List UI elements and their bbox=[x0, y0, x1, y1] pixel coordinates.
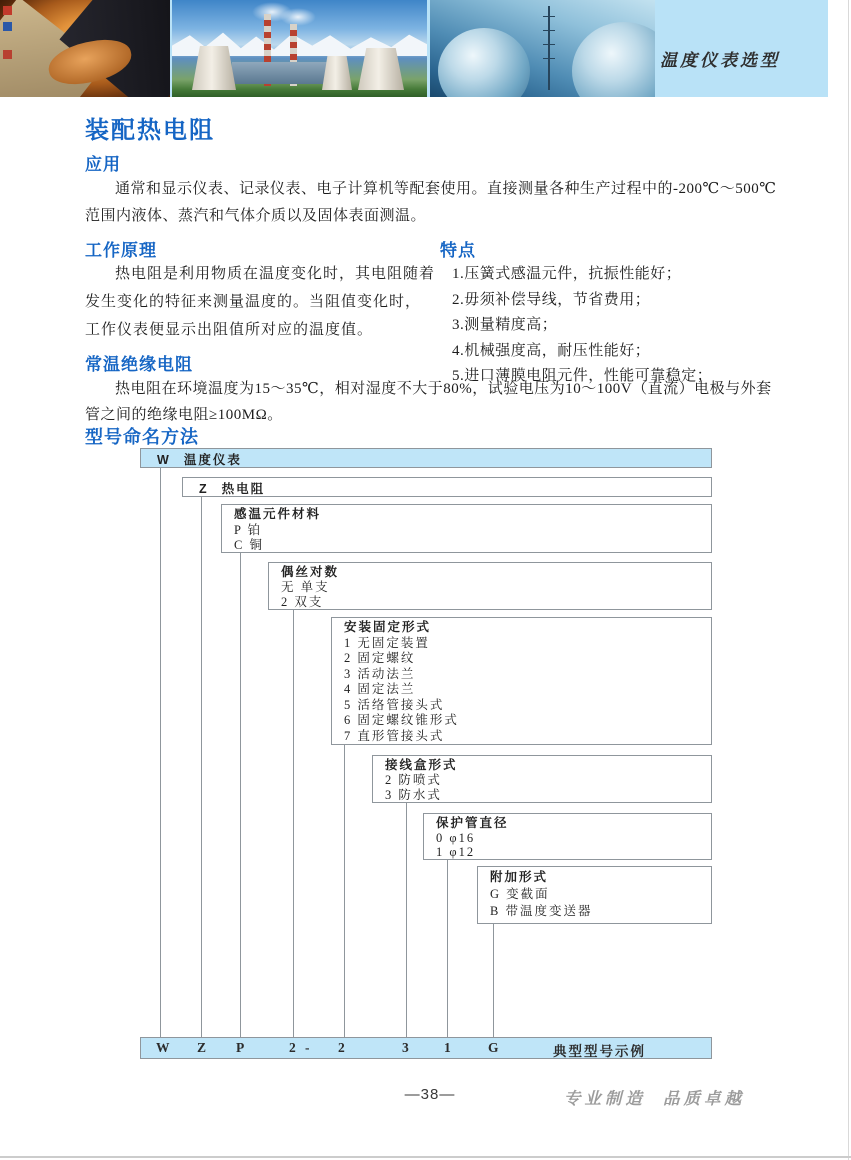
feature-item: 1.压簧式感温元件，抗振性能好； bbox=[452, 266, 682, 282]
section-heading-features: 特点 bbox=[440, 241, 476, 260]
connector-line bbox=[344, 745, 345, 1037]
section-heading-naming: 型号命名方法 bbox=[85, 427, 199, 447]
code-letter: Z bbox=[199, 482, 207, 496]
page-bottom-edge bbox=[0, 1156, 851, 1158]
section-heading-application: 应用 bbox=[85, 155, 121, 174]
section-heading-insulation: 常温绝缘电阻 bbox=[85, 355, 193, 374]
feature-item: 5.进口薄膜电阻元件，性能可靠稳定； bbox=[452, 368, 713, 384]
handshake-photo bbox=[0, 0, 170, 97]
logo-mark-blue bbox=[3, 22, 12, 31]
diagram-box-junction-box: 接线盒形式 2 防喷式 3 防水式 bbox=[372, 755, 712, 803]
header-category-title: 温度仪表选型 bbox=[660, 51, 780, 70]
model-code: Z bbox=[197, 1040, 207, 1055]
connector-line bbox=[201, 497, 202, 1037]
connector-line bbox=[240, 553, 241, 1037]
model-bar-caption: 典型型号示例 bbox=[553, 1044, 646, 1059]
sphere-tank-graphic bbox=[572, 22, 655, 97]
page-right-edge bbox=[848, 0, 849, 1160]
steam-graphic bbox=[280, 8, 316, 26]
connector-line bbox=[493, 924, 494, 1037]
power-plant-photo bbox=[172, 0, 427, 97]
gas-tanks-photo bbox=[430, 0, 655, 97]
logo-mark-red2 bbox=[3, 50, 12, 59]
tower-mast-graphic bbox=[548, 6, 550, 90]
model-code: P bbox=[236, 1040, 245, 1055]
connector-line bbox=[447, 860, 448, 1037]
model-code: W bbox=[156, 1040, 170, 1055]
insulation-paragraph: 热电阻在环境温度为15～35℃，相对湿度不大于80%，试验电压为10～100V（直流）电极与外套管之间的绝缘电阻≥100MΩ。 bbox=[85, 381, 772, 423]
model-code-dash: - bbox=[305, 1040, 310, 1055]
page-title: 装配热电阻 bbox=[85, 117, 215, 144]
footer-slogan: 专业制造 品质卓越 bbox=[563, 1090, 745, 1108]
diagram-box-rtd bbox=[182, 477, 712, 497]
sphere-tank-graphic bbox=[438, 28, 530, 97]
diagram-box-instrument bbox=[140, 448, 712, 468]
section-heading-principle: 工作原理 bbox=[85, 241, 157, 260]
diagram-box-wire-pairs: 偶丝对数 无 单支 2 双支 bbox=[268, 562, 712, 610]
code-label: 热电阻 bbox=[221, 482, 266, 496]
model-code: 3 bbox=[402, 1040, 409, 1055]
feature-item: 2.毋须补偿导线，节省费用； bbox=[452, 291, 651, 308]
diagram-box-additional-form: 附加形式 G 变截面 B 带温度变送器 bbox=[477, 866, 712, 924]
code-label: 温度仪表 bbox=[183, 453, 242, 467]
principle-paragraph: 热电阻是利用物质在温度变化时，其电阻随着发生变化的特征来测量温度的。当阻值变化时，工作仪表便显示出阻值所对应的温度值。 bbox=[85, 266, 436, 338]
page-number: —38— bbox=[404, 1086, 456, 1103]
model-code: G bbox=[488, 1040, 499, 1055]
model-naming-diagram bbox=[140, 448, 712, 1060]
connector-line bbox=[160, 468, 161, 1037]
code-letter: W bbox=[157, 453, 169, 467]
connector-line bbox=[406, 803, 407, 1037]
model-code: 2 bbox=[338, 1040, 345, 1055]
diagram-box-tube-diameter: 保护管直径 0 φ16 1 φ12 bbox=[423, 813, 712, 860]
model-code: 1 bbox=[444, 1040, 451, 1055]
typical-model-bar bbox=[140, 1037, 712, 1059]
diagram-box-sensor-material: 感温元件材料 P 铂 C 铜 bbox=[221, 504, 712, 553]
connector-line bbox=[293, 610, 294, 1037]
application-paragraph: 通常和显示仪表、记录仪表、电子计算机等配套使用。直接测量各种生产过程中的-200℃～500℃范围内液体、蒸汽和气体介质以及固体表面测温。 bbox=[85, 181, 777, 224]
logo-mark-red bbox=[3, 6, 12, 15]
feature-item: 3.测量精度高； bbox=[452, 317, 558, 333]
model-code: 2 bbox=[289, 1040, 296, 1055]
features-list bbox=[452, 262, 712, 390]
diagram-box-mounting: 安装固定形式 1 无固定装置 2 固定螺纹 3 活动法兰 4 固定法兰 5 活络管接头式 6 固定螺纹锥形式 7 直形管接头式 bbox=[331, 617, 712, 745]
feature-item: 4.机械强度高，耐压性能好； bbox=[452, 342, 651, 359]
